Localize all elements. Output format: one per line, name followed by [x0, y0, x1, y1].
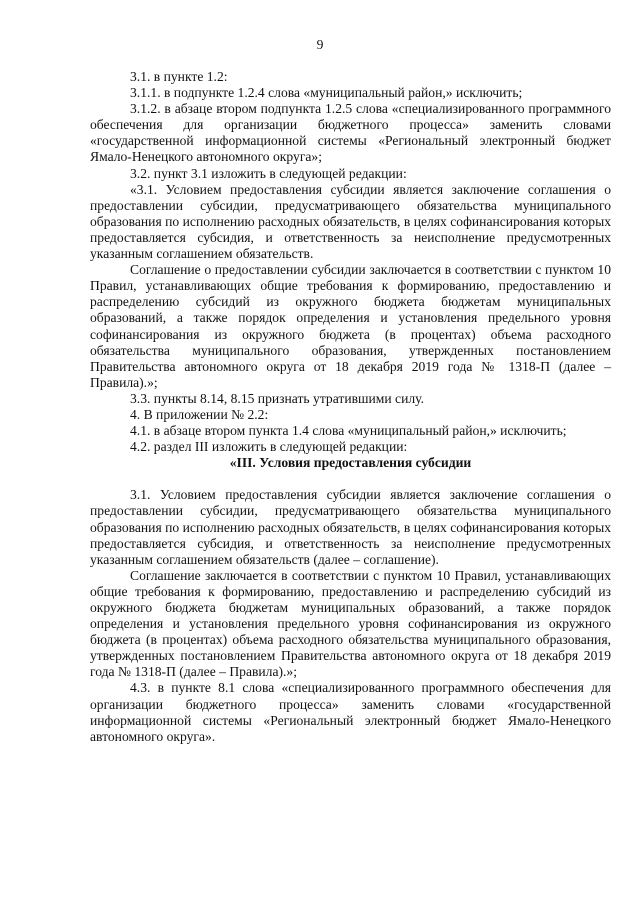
paragraph-3-3: 3.3. пункты 8.14, 8.15 признать утратившими силу. — [130, 390, 424, 406]
paragraph-4: 4. В приложении № 2.2: — [130, 406, 269, 422]
blank-line — [90, 471, 611, 487]
paragraph-4-2: 4.2. раздел III изложить в следующей редакции: — [130, 439, 408, 455]
page-number: 9 — [316, 37, 324, 52]
paragraph-3-1-1: 3.1.1. в подпункте 1.2.4 слова «муниципальный район,» исключить; — [130, 85, 523, 101]
section-heading: «III. Условия предоставления субсидии — [229, 455, 472, 471]
paragraph-section-agreement: Соглашение заключается в соответствии с пунктом 10 Правил, устанавливающих общие требования к формированию, предоставлению и распределению субсидий из окружного бюджета бюджетам муниципальных образований, а также порядок определения и установления предельного уровня софинансирования из окружного бюджета (в процентах) объема расходного обязательства муниципального образования, утвержденных постановлением Правительства автономного округа от 18 декабря 2019 года № 1318-П (далее – Правила).»; — [90, 567, 611, 680]
paragraph-4-3: 4.3. в пункте 8.1 слова «специализированного программного обеспечения для организации бюджетного процесса» заменить словами «государственной информационной системы «Региональный электронный бюджет Ямало-Ненецкого автономного округа». — [90, 680, 611, 744]
paragraph-3-2: 3.2. пункт 3.1 изложить в следующей редакции: — [130, 165, 407, 181]
document-body — [90, 69, 611, 745]
paragraph-quoted-3-1: «3.1. Условием предоставления субсидии является заключение соглашения о предоставлении субсидии, предусматривающего обязательства муниципального образования по исполнению расходных обязательств, в целях софинансирования которых предоставляется субсидия, и ответственность за неисполнение предусмотренных указанным соглашением обязательств. — [90, 181, 611, 262]
paragraph-agreement: Соглашение о предоставлении субсидии заключается в соответствии с пунктом 10 Правил, устанавливающих общие требования к формированию, предоставлению и распределению субсидий из окружного бюджета бюджетам муниципальных образований, а также порядок определения и установления предельного уровня софинансирования из окружного бюджета (в процентах) объема расходного обязательства муниципального образования, утвержденных постановлением Правительства автономного округа от 18 декабря 2019 года № 1318-П (далее – Правила).»; — [90, 262, 611, 390]
paragraph-section-3-1: 3.1. Условием предоставления субсидии является заключение соглашения о предоставлении субсидии, предусматривающего обязательства муниципального образования по исполнению расходных обязательств, в целях софинансирования которых предоставляется субсидия, и ответственность за неисполнение предусмотренных указанным соглашением обязательств (далее – соглашение). — [90, 487, 611, 567]
paragraph-3-1: 3.1. в пункте 1.2: — [130, 69, 228, 84]
paragraph-3-1-2: 3.1.2. в абзаце втором подпункта 1.2.5 слова «специализированного программного обеспечения для организации бюджетного процесса» заменить словами «государственной информационной системы «Региональный электронный бюджет Ямало-Ненецкого автономного округа»; — [90, 101, 611, 165]
paragraph-4-1: 4.1. в абзаце втором пункта 1.4 слова «муниципальный район,» исключить; — [130, 423, 567, 439]
